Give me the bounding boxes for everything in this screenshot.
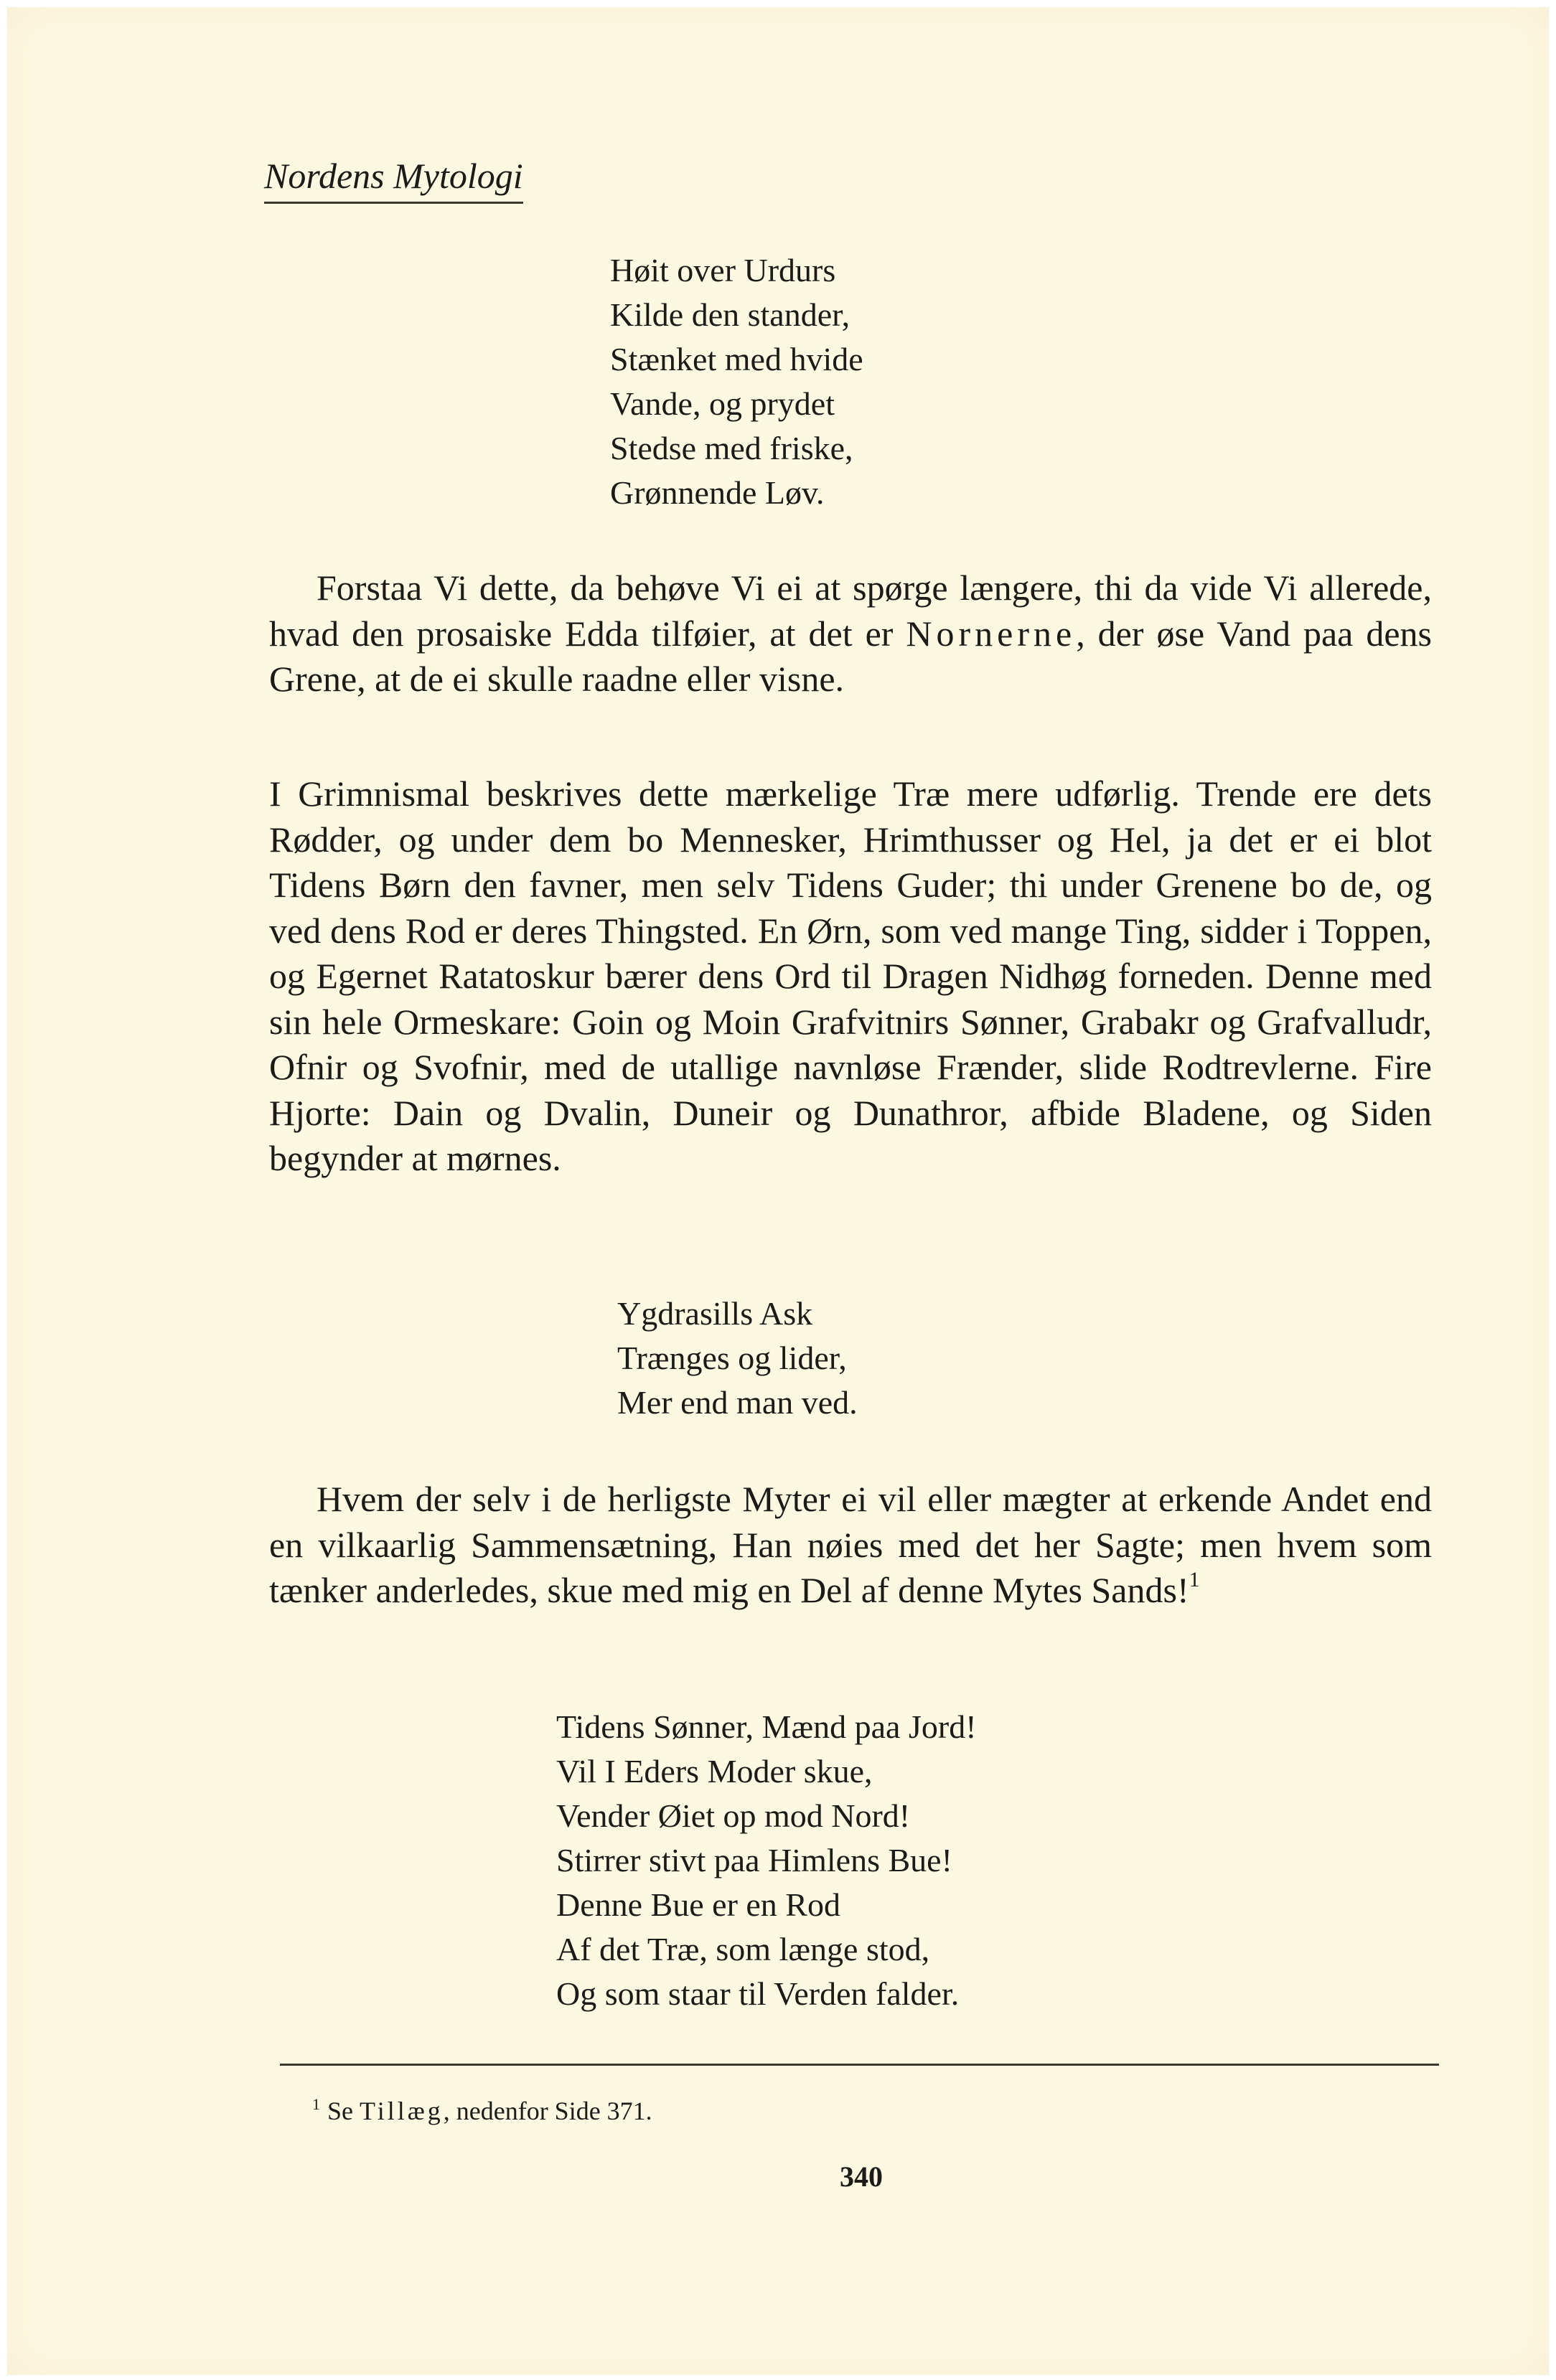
verse-line: Vande, og prydet xyxy=(610,385,835,422)
verse-line: Vender Øiet op mod Nord! xyxy=(556,1797,911,1834)
verse-line: Stænket med hvide xyxy=(610,341,863,377)
paragraph-text: , der øse Vand paa dens Grene, at de ei skulle raadne eller visne. xyxy=(269,613,1433,699)
verse-line: Grønnende Løv. xyxy=(610,474,825,511)
verse-line: Kilde den stander, xyxy=(610,296,850,333)
book-page xyxy=(7,7,1549,2375)
verse-line: Mer end man ved. xyxy=(617,1384,858,1421)
verse-stanza-1 xyxy=(610,248,863,515)
footnote-text: , nedenfor Side 371. xyxy=(443,2097,652,2125)
verse-stanza-3 xyxy=(556,1705,977,2016)
footnote xyxy=(312,2095,652,2127)
footnote-marker: 1 xyxy=(312,2095,320,2113)
verse-line: Denne Bue er en Rod xyxy=(556,1886,840,1923)
verse-line: Vil I Eders Moder skue, xyxy=(556,1753,873,1789)
paragraph-text: Hvem der selv i de herligste Myter ei vil eller mægter at erkende Andet end en vilkaarlig Sammensætning, Han nøies med det her Sagte; men hvem som tænker anderledes, skue med mig en Del af denne Mytes Sands! xyxy=(269,1479,1432,1610)
body-paragraph-3 xyxy=(269,1477,1432,1614)
footnote-emphasized-word: Tillæg xyxy=(360,2097,444,2125)
verse-line: Stedse med friske, xyxy=(610,430,853,466)
verse-line: Ygdrasills Ask xyxy=(617,1295,813,1332)
verse-line: Og som staar til Verden falder. xyxy=(556,1975,960,2012)
running-head: Nordens Mytologi xyxy=(264,154,523,204)
verse-line: Høit over Urdurs xyxy=(610,252,836,288)
verse-line: Stirrer stivt paa Himlens Bue! xyxy=(556,1842,952,1878)
footnote-divider xyxy=(280,2064,1439,2066)
paragraph-text: Forstaa Vi dette, da behøve Vi ei at spørge længere, thi da vide Vi allerede, hvad den prosaiske Edda tilføier, at det er xyxy=(269,568,1432,654)
verse-stanza-2 xyxy=(617,1292,858,1425)
verse-line: Af det Træ, som længe stod, xyxy=(556,1931,930,1967)
page-number: 340 xyxy=(840,2160,883,2193)
emphasized-word: Nornerne xyxy=(906,613,1077,654)
footnote-text: Se xyxy=(327,2097,360,2125)
footnote-reference: 1 xyxy=(1189,1568,1200,1591)
body-paragraph-1 xyxy=(269,565,1432,702)
verse-line: Trænges og lider, xyxy=(617,1340,847,1376)
verse-line: Tidens Sønner, Mænd paa Jord! xyxy=(556,1708,977,1745)
body-paragraph-2: I Grimnismal beskrives dette mærkelige Træ mere udførlig. Trende ere dets Rødder, og under dem bo Mennesker, Hrimthusser og Hel, ja det er ei blot Tidens Børn den favner, men selv Tidens Guder; thi under Grenene bo de, og ved dens Rod er deres Thingsted. En Ørn, som ved mange Ting, sidder i Toppen, og Egernet Ratatoskur bærer dens Ord til Dragen Nidhøg forneden. Denne med sin hele Ormeskare: Goin og Moin Grafvitnirs Sønner, Grabakr og Grafvalludr, Ofnir og Svofnir, med de utallige navnløse Frænder, slide Rodtrevlerne. Fire Hjorte: Dain og Dvalin, Duneir og Dunathror, afbide Bladene, og Siden begynder at mørnes. xyxy=(269,773,1432,1178)
